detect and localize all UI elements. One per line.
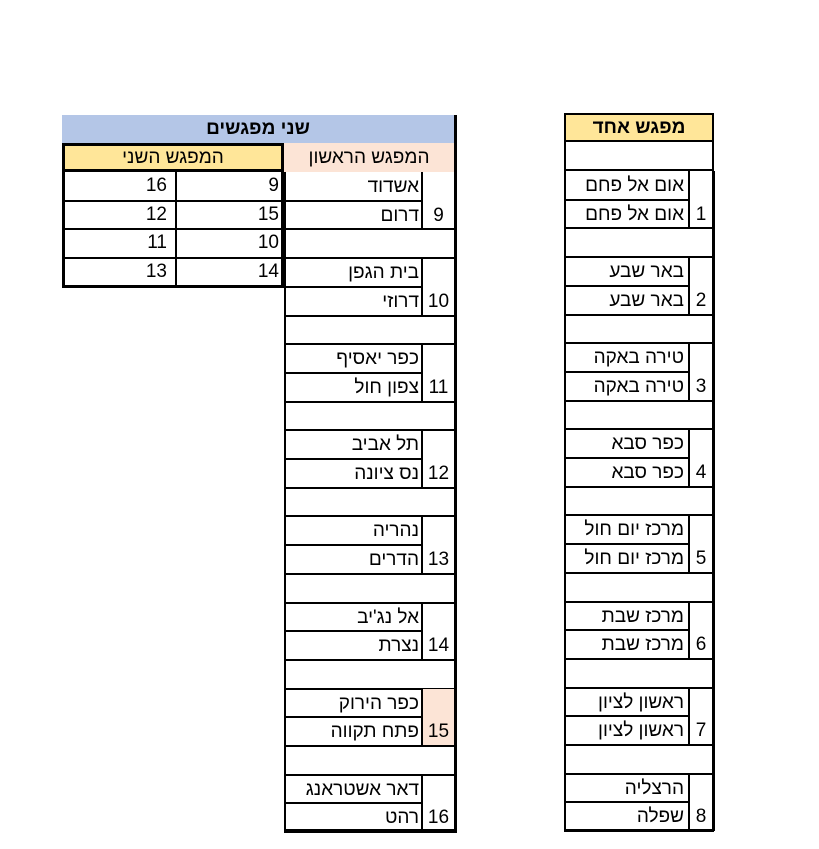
row-divider — [284, 659, 457, 661]
group-number: 8 — [695, 806, 707, 828]
one-meeting-blank-row — [564, 142, 714, 171]
row-divider — [284, 802, 423, 804]
location-cell: אום אל פחם — [585, 175, 684, 196]
first-meeting-bottom-border — [284, 829, 457, 832]
number-col-border — [421, 516, 423, 573]
row-divider — [284, 544, 423, 546]
second-meeting-cell: 15 — [257, 203, 279, 225]
first-meeting-body — [284, 172, 457, 831]
location-cell: מרכז שבת — [601, 634, 684, 656]
second-meeting-header: המפגש השני — [62, 143, 284, 172]
second-meeting-cell: 16 — [145, 175, 167, 196]
number-col-border — [421, 689, 423, 746]
group-number: 9 — [433, 204, 444, 226]
second-meeting-cell: 11 — [147, 232, 167, 253]
group-number: 16 — [427, 807, 450, 829]
row-divider — [564, 457, 690, 459]
row-divider — [564, 285, 690, 287]
row-divider — [284, 630, 423, 632]
location-cell: טירה באקה — [593, 375, 684, 397]
number-col-border — [421, 603, 423, 660]
second-meeting-table — [62, 172, 284, 288]
group-number: 11 — [428, 376, 449, 398]
row-divider — [564, 801, 690, 803]
second-meeting-cell: 12 — [145, 203, 167, 225]
location-cell: ראשון לציון — [598, 720, 684, 742]
location-cell: באר שבע — [609, 261, 684, 283]
two-meetings-table — [62, 115, 457, 831]
first-meeting-left-border — [284, 172, 286, 831]
row-divider — [564, 227, 714, 229]
group-number: 15 — [427, 721, 450, 743]
location-cell: נצרת — [378, 635, 419, 657]
row-divider — [284, 286, 423, 288]
row-divider — [284, 458, 423, 460]
location-cell: כפר הירוק — [338, 692, 419, 714]
row-divider — [284, 315, 457, 317]
location-cell: אום אל פחם — [585, 203, 684, 225]
row-divider — [284, 487, 457, 489]
number-col-border — [421, 344, 423, 401]
one-meeting-right-border — [712, 171, 715, 831]
group-number: 6 — [695, 634, 707, 656]
group-number: 1 — [695, 203, 707, 225]
row-divider — [564, 744, 714, 746]
row-divider — [564, 572, 714, 574]
row-divider — [564, 486, 714, 488]
location-cell: מרכז יום חול — [584, 548, 684, 570]
location-cell: רהט — [384, 807, 419, 829]
location-cell: טירה באקה — [593, 347, 684, 369]
number-col-border — [688, 429, 690, 486]
location-cell: דרוזי — [382, 290, 419, 312]
number-col-border — [688, 343, 690, 400]
location-cell: בית הגפן — [348, 262, 419, 284]
column-divider — [175, 172, 177, 285]
location-cell: כפר יאסיף — [336, 348, 419, 370]
row-divider — [564, 629, 690, 631]
group-number: 2 — [695, 289, 707, 311]
location-cell: דרום — [380, 204, 419, 226]
location-cell: שפלה — [636, 806, 684, 828]
location-cell: אל נג'יב — [357, 606, 419, 628]
row-divider — [284, 372, 423, 374]
first-meeting-right-border — [454, 172, 457, 831]
group-number: 7 — [695, 720, 707, 742]
location-cell: הרצליה — [624, 777, 684, 799]
group-number: 14 — [427, 635, 450, 657]
first-meeting-header: המפגש הראשון — [284, 143, 457, 172]
row-divider — [284, 716, 423, 718]
number-col-border — [688, 515, 690, 572]
location-cell: באר שבע — [609, 289, 684, 311]
location-cell: פתח תקווה — [330, 721, 419, 743]
group-number: 12 — [427, 463, 450, 484]
location-cell: תל אביב — [351, 434, 419, 456]
group-number: 5 — [695, 548, 707, 570]
location-cell: נס ציונה — [354, 463, 419, 484]
number-col-border — [421, 258, 423, 315]
one-meeting-table — [564, 113, 714, 831]
location-cell: ראשון לציון — [598, 691, 684, 713]
group-number: 10 — [427, 290, 450, 312]
group-number: 3 — [695, 375, 707, 397]
second-meeting-cell: 14 — [257, 260, 279, 282]
number-col-border — [421, 172, 423, 229]
row-divider — [564, 400, 714, 402]
location-cell: כפר סבא — [611, 433, 684, 455]
row-divider — [284, 745, 457, 747]
number-col-border — [688, 688, 690, 745]
row-divider — [564, 371, 690, 373]
row-divider — [284, 401, 457, 403]
row-divider — [564, 314, 714, 316]
second-meeting-cell: 13 — [145, 260, 167, 282]
location-cell: מרכז שבת — [601, 605, 684, 627]
location-cell: דאר אשטראנג — [305, 778, 419, 800]
location-cell: מרכז יום חול — [584, 519, 684, 541]
row-divider — [284, 573, 457, 575]
number-col-border — [421, 430, 423, 487]
number-col-border — [688, 171, 690, 228]
row-divider — [564, 715, 690, 717]
group-number: 4 — [695, 462, 707, 483]
row-divider — [284, 228, 457, 230]
location-cell: הדרים — [368, 549, 419, 571]
row-divider — [284, 200, 423, 202]
row-divider — [564, 199, 690, 201]
location-cell: כפר סבא — [611, 462, 684, 483]
one-meeting-title: מפגש אחד — [564, 113, 714, 142]
number-col-border — [421, 775, 423, 832]
number-col-border — [688, 257, 690, 314]
location-cell: צפון חול — [354, 376, 419, 398]
two-meetings-title: שני מפגשים — [62, 115, 457, 143]
location-cell: נהריה — [372, 520, 419, 542]
second-meeting-cell: 9 — [268, 175, 279, 196]
number-col-border — [688, 774, 690, 831]
number-col-border — [688, 602, 690, 659]
row-divider — [564, 543, 690, 545]
one-meeting-left-border — [564, 171, 566, 831]
second-meeting-cell: 10 — [257, 232, 279, 253]
group-number: 13 — [427, 549, 450, 571]
row-divider — [564, 658, 714, 660]
location-cell: אשדוד — [367, 176, 419, 197]
one-meeting-body — [564, 171, 714, 831]
one-meeting-bottom-border — [564, 829, 714, 832]
